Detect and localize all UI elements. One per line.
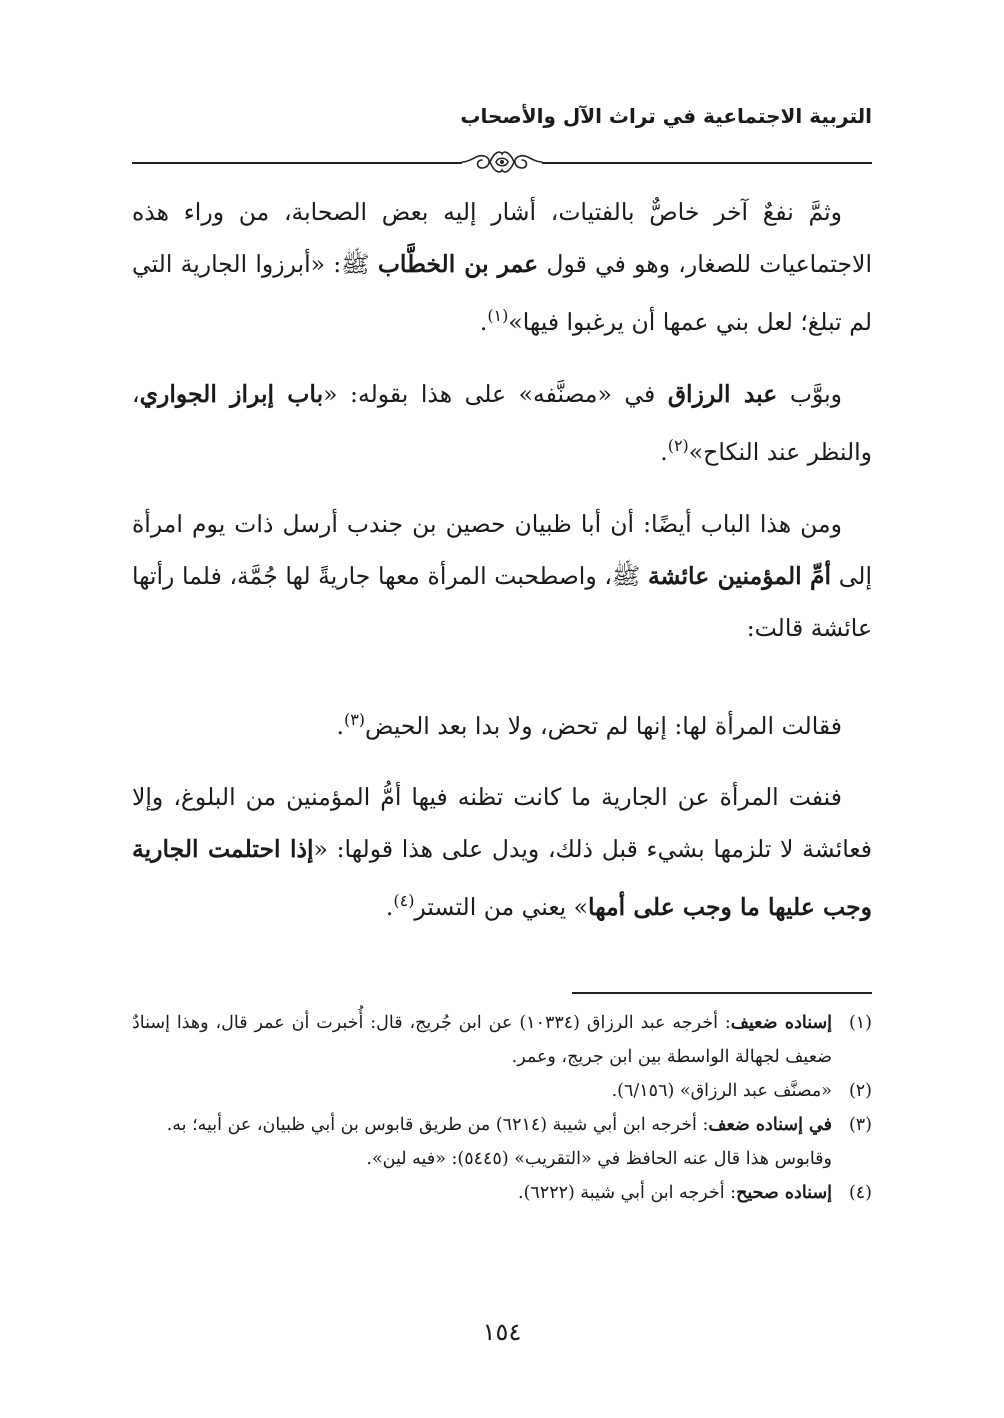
footnote-4-grade: إسناده صحيح bbox=[736, 1183, 832, 1203]
paragraph-2-bold-chapter: باب إبراز الجواري bbox=[139, 379, 324, 408]
footnote-4-number: (٤) bbox=[848, 1183, 872, 1203]
footnote-1-number: (١) bbox=[848, 1013, 872, 1033]
footnote-separator bbox=[572, 992, 872, 994]
footnote-1-text: : أخرجه عبد الرزاق (١٠٣٣٤) عن ابن جُريج، قال: أُخبرت أن عمر قال، وهذا إسنادٌ ضعيف لجهالة الواسطة بين ابن جريج، وعمر. bbox=[132, 1013, 832, 1067]
paragraph-2-text-2: في «مصنَّفه» على هذا بقوله: « bbox=[323, 379, 668, 408]
paragraph-3-text-2: ﷺ، واصطحبت المرأة معها جاريةً لها جُمَّة، فلما رأتها عائشة قالت: bbox=[132, 561, 872, 642]
paragraph-2 bbox=[132, 368, 872, 478]
paragraph-1-end: . bbox=[479, 307, 488, 336]
paragraph-2-bold-name: عبد الرزاق bbox=[667, 379, 778, 408]
running-title: التربية الاجتماعية في تراث الآل والأصحاب bbox=[460, 104, 872, 128]
footnote-1 bbox=[132, 1006, 872, 1074]
footnote-2-text: «مصنَّف عبد الرزاق» (٦/١٥٦). bbox=[611, 1081, 832, 1101]
header-rule-left bbox=[132, 162, 462, 164]
paragraph-5-bold-quote: إذا احتلمت الجارية وجب عليها ما وجب على أمها bbox=[132, 835, 872, 922]
footnotes bbox=[132, 1006, 872, 1210]
footnote-3-text: : أخرجه ابن أبي شيبة (٦٢١٤) من طريق قابوس بن أبي ظبيان، عن أبيه؛ به. bbox=[166, 1115, 709, 1135]
paragraph-5-end: . bbox=[385, 893, 394, 922]
footnote-ref-1[interactable]: (١) bbox=[487, 306, 509, 325]
paragraph-5-text-2: » يعني من التستر bbox=[414, 893, 589, 922]
paragraph-5 bbox=[132, 771, 872, 933]
footnote-2 bbox=[132, 1074, 872, 1108]
main-text bbox=[132, 186, 872, 933]
footnote-3-extra: وقابوس هذا قال عنه الحافظ في «التقريب» (٥٤٤٥): «فيه لين». bbox=[366, 1149, 832, 1169]
paragraph-1-bold-name: عمر بن الخطَّاب bbox=[377, 250, 539, 278]
paragraph-3-text: ومن هذا الباب أيضًا: أن أبا ظبيان حصين بن جندب أرسل ذات يوم امرأة إلى bbox=[132, 509, 872, 590]
footnote-1-grade: إسناده ضعيف bbox=[730, 1013, 833, 1033]
page-number: ١٥٤ bbox=[482, 1318, 522, 1346]
paragraph-3 bbox=[132, 498, 872, 654]
footnote-ref-3[interactable]: (٣) bbox=[343, 709, 366, 729]
paragraph-5-text: فنفت المرأة عن الجارية ما كانت تظنه فيها أمُّ المؤمنين من البلوغ، وإلا فعائشة لا تلزمها بشيء قبل ذلك، ويدل على هذا قولها: « bbox=[132, 783, 872, 864]
paragraph-4-end: . bbox=[336, 711, 344, 740]
paragraph-2-text: وبوَّب bbox=[777, 379, 842, 408]
paragraph-4-text: فقالت المرأة لها: إنها لم تحض، ولا بدا بعد الحيض bbox=[365, 711, 842, 740]
paragraph-1-text: وثمَّ نفعٌ آخر خاصٌّ بالفتيات، أشار إليه بعض الصحابة، من وراء هذه الاجتماعيات للصغار، وهو في قول bbox=[132, 198, 872, 278]
footnote-3 bbox=[132, 1108, 872, 1176]
footnote-2-number: (٢) bbox=[848, 1081, 872, 1101]
paragraph-1-quote: ﷺ: «أبرزوا الجارية التي لم تبلغ؛ لعل بني عمها أن يرغبوا فيها» bbox=[132, 250, 872, 336]
footnote-3-number: (٣) bbox=[848, 1115, 872, 1135]
header-ornament-icon bbox=[452, 144, 552, 180]
footnote-4-text: : أخرجه ابن أبي شيبة (٦٢٢٢). bbox=[518, 1183, 737, 1203]
paragraph-2-end: . bbox=[660, 437, 668, 466]
paragraph-4 bbox=[132, 694, 872, 752]
footnote-ref-4[interactable]: (٤) bbox=[393, 891, 415, 911]
footnote-3-grade: في إسناده ضعف bbox=[708, 1115, 832, 1135]
header-rule-right bbox=[542, 162, 872, 164]
footnote-4 bbox=[132, 1176, 872, 1210]
paragraph-1 bbox=[132, 186, 872, 348]
paragraph-3-bold-name: أمِّ المؤمنين عائشة bbox=[647, 561, 832, 590]
paragraph-2-text-3: ، والنظر عند النكاح» bbox=[132, 379, 872, 466]
footnote-ref-2[interactable]: (٢) bbox=[667, 435, 689, 455]
